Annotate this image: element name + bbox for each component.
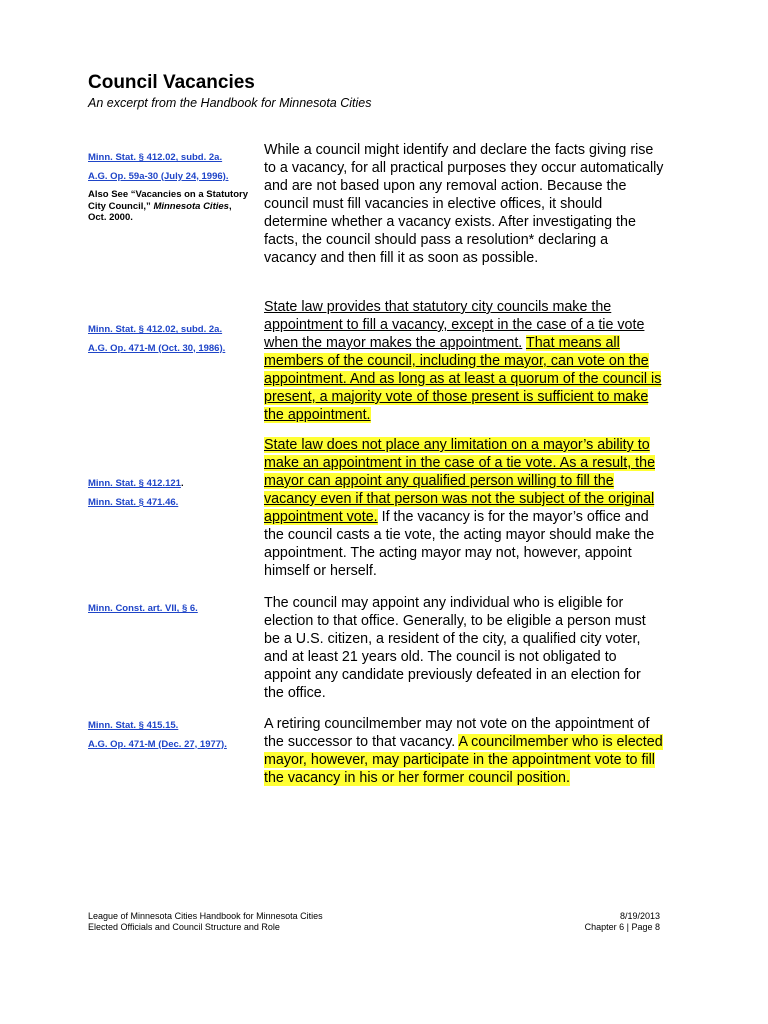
sidenote-2 [88,324,248,361]
underlined-text: State law provides that statutory city councils make the appointment to fill a vacancy, except in the case of a tie vote when the mayor makes the appointment. [264,299,645,351]
paragraph-4: The council may appoint any individual who is eligible for election to that office. Generally, to be eligible a person must be a U.S. citizen, a resident of the city, a qualified city voter, and at least 21 years old. The council is not obligated to appoint any candidate previously defeated in an election for the office. [264,595,646,701]
paragraph-3: State law does not place any limitation on a mayor’s ability to make an appointment in the case of a tie vote. As a result, the mayor can appoint any qualified person willing to fill the vacancy even if that person was not the subject of the original appointment vote. If the vacancy is for the mayor’s office and the council casts a tie vote, the acting mayor should make the appointment. The acting mayor may not, however, appoint himself or herself. [264,437,656,579]
citation-link[interactable]: A.G. Op. 471-M (Dec. 27, 1977). [88,738,227,750]
citation-link[interactable]: A.G. Op. 471-M (Oct. 30, 1986). [88,342,226,354]
citation-link[interactable]: A.G. Op. 59a-30 (July 24, 1996). [88,170,229,182]
footer-left: League of Minnesota Cities Handbook for Minnesota Cities Elected Officials and Council Structure and Role [88,911,323,932]
paragraph-1: While a council might identify and declare the facts giving rise to a vacancy, for all practical purposes they occur automatically and are not based upon any removal action. Because the council must fill vacancies in elective offices, it should determine whether a vacancy exists. After investigating the facts, the council should pass a resolution* declaring a vacancy and then fill it as soon as possible. [264,142,664,266]
sidenote-1 [88,152,248,231]
sidenote-3: Minn. Stat. § 412.121. Minn. Stat. § 471.46. [88,478,184,508]
highlighted-text: State law does not place any limitation on a mayor’s ability to make an appointment in the case of a tie vote. As a result, the mayor can appoint any qualified person willing to fill the vacancy even if that person was not the subject of the original appointment vote. [264,437,656,525]
page-subtitle: An excerpt from the Handbook for Minnesota Cities [88,96,372,110]
sidenote-4 [88,603,248,622]
footer-right: 8/19/2013 Chapter 6 | Page 8 [584,911,660,932]
citation-link[interactable]: Minn. Stat. § 412.121 [88,478,181,489]
page-number: Chapter 6 | Page 8 [584,922,660,932]
paragraph-2 [264,298,664,424]
paragraph-5: A retiring councilmember may not vote on the appointment of the successor to that vacancy. A councilmember who is elected mayor, however, may participate in the appointment vote to fill the vacancy in his or her former council position. [264,716,663,786]
page-title: Council Vacancies [88,72,255,93]
citation-link[interactable]: Minn. Stat. § 412.02, subd. 2a. [88,152,223,163]
sidenote-5 [88,720,248,757]
citation-link[interactable]: Minn. Stat. § 471.46. [88,496,179,508]
highlighted-text: That means all members of the council, including the mayor, can vote on the appointment. And as long as at least a quorum of the council is present, a majority vote of those present is sufficient to make the appointment. [264,335,662,423]
citation-link[interactable]: Minn. Stat. § 415.15. [88,720,179,731]
citation-link[interactable]: Minn. Stat. § 412.02, subd. 2a. [88,324,223,335]
citation-link[interactable]: Minn. Const. art. VII, § 6. [88,603,198,614]
see-also-note: Also See “Vacancies on a Statutory City Council,” Minnesota Cities, Oct. 2000. [88,189,248,223]
highlighted-text: A councilmember who is elected mayor, however, may participate in the appointment vote to fill the vacancy in his or her former council position. [264,734,663,786]
